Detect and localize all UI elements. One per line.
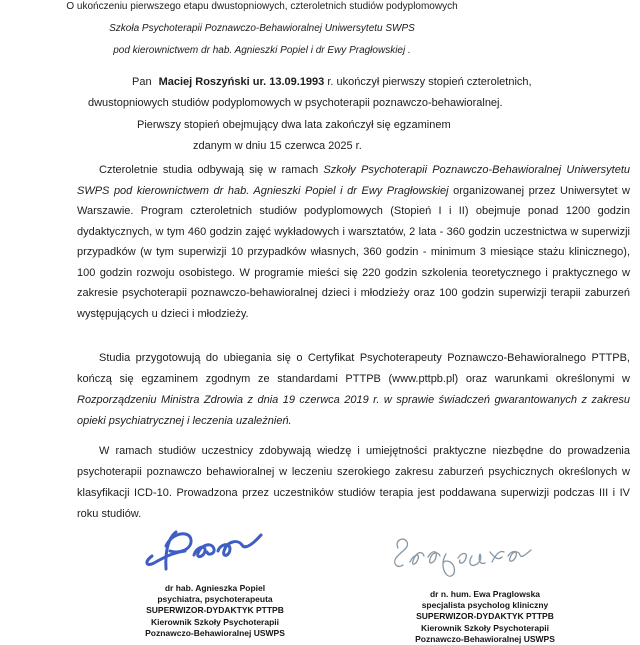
certificate-text-regular: Studia przygotowują do ubiegania się o Certyfikat Psychoterapeuty Poznawczo-Behawioralnego PTTPB, kończą się egzaminem zgodnym ze standardami PTTPB (www.pttpb.pl) oraz warunkami określonymi w (77, 352, 630, 385)
recipient-section (0, 72, 640, 157)
handwritten-signature-praglowska-icon (386, 534, 566, 578)
signatory-block-left (110, 583, 320, 639)
competences-text: W ramach studiów uczestnicy zdobywają wiedzę i umiejętności praktyczne niezbędne do prowadzenia psychoterapii poznawczo behawioralnej w leczeniu szerokiego zakresu zaburzeń psychicznych określonych w klasyfikacji ICD-10. Prowadzona przez uczestników studiów terapia jest poddawana superwizji podczas III i IV roku studiów. (77, 445, 630, 520)
signatory-left-name: dr hab. Agnieszka Popiel (164, 583, 266, 593)
certificate-header (0, 0, 524, 62)
signatory-right-title: specjalista psycholog kliniczny (421, 600, 549, 611)
paragraph-program-description (77, 160, 630, 324)
recipient-name-and-birthdate: Maciej Roszyński ur. 13.09.1993 (158, 76, 325, 88)
certificate-text-italic: Rozporządzeniu Ministra Zdrowia z dnia 19 czerwca 2019 r. w sprawie świadczeń gwarantowanych z zakresu opieki psychiatrycznej i leczenia uzależnień. (77, 394, 630, 427)
program-text-regular-1: Czteroletnie studia odbywają się w ramach (99, 164, 324, 176)
program-text-italic: Szkoły Psychoterapii Poznawczo-Behawioralnej Uniwersytetu SWPS pod kierownictwem dr hab. Agnieszki Popiel i dr Ewy Pragłowskiej (77, 164, 630, 197)
signatory-right-role-3: Poznawczo-Behawioralnej USWPS (415, 633, 555, 644)
signatory-left-title: psychiatra, psychoterapeuta (157, 594, 273, 605)
signatory-left-role-2: Kierownik Szkoły Psychoterapii (150, 616, 279, 627)
signatory-left-role-1: SUPERWIZOR-DYDAKTYK PTTPB (146, 605, 284, 616)
signatory-block-right (380, 589, 590, 645)
paragraph-competences (77, 441, 630, 525)
handwritten-signature-popiel-icon (138, 522, 288, 578)
recipient-line-1 (0, 72, 640, 93)
header-supervisors-line: pod kierownictwem dr hab. Agnieszki Popiel i dr Ewy Pragłowskiej . (113, 45, 411, 56)
exam-date-line: zdanym w dniu 15 czerwca 2025 r. (193, 139, 362, 152)
signatory-right-name: dr n. hum. Ewa Praglowska (429, 589, 541, 599)
signatory-left-role-3: Poznawczo-Behawioralnej USWPS (145, 627, 285, 638)
recipient-line-3: Pierwszy stopień obejmujący dwa lata zakończył się egzaminem (137, 118, 451, 131)
signatory-right-role-1: SUPERWIZOR-DYDAKTYK PTTPB (416, 611, 554, 622)
paragraph-certificate-info (77, 348, 630, 432)
header-school-name: Szkoła Psychoterapii Poznawczo-Behawioralnej Uniwersytetu SWPS (109, 23, 415, 34)
recipient-line-2: dwustopniowych studiów podyplomowych w psychoterapii poznawczo-behawioralnej. (88, 97, 503, 110)
recipient-prefix: Pan (132, 76, 152, 88)
signatory-right-role-2: Kierownik Szkoły Psychoterapii (420, 622, 549, 633)
header-intro-line: O ukończeniu pierwszego etapu dwustopniowych, czteroletnich studiów podyplomowych (66, 1, 458, 12)
recipient-line-1-suffix: r. ukończył pierwszy stopień czteroletnich, (327, 76, 532, 88)
program-text-regular-2: organizowanej przez Uniwersytet w Warszawie. Program czteroletnich studiów podyplomowych (Stopień I i II) obejmuje ponad 1200 godzin dydaktycznych, w tym 460 godzin zajęć wykładowych i warsztatów, 2 lata - 360 godzin uczestnictwa w superwizji przypadków (w tym superwizji 10 przypadków własnych, 360 godzin - minimum 3 miesiące stażu klinicznego), 100 godzin rozwoju osobistego. W programie mieści się 220 godzin szkolenia teoretycznego i praktycznego w zakresie psychoterapii poznawczo-behawioralnej dzieci i młodzieży oraz 100 godzin superwizji terapii zaburzeń występujących u dzieci i młodzieży. (77, 184, 630, 320)
